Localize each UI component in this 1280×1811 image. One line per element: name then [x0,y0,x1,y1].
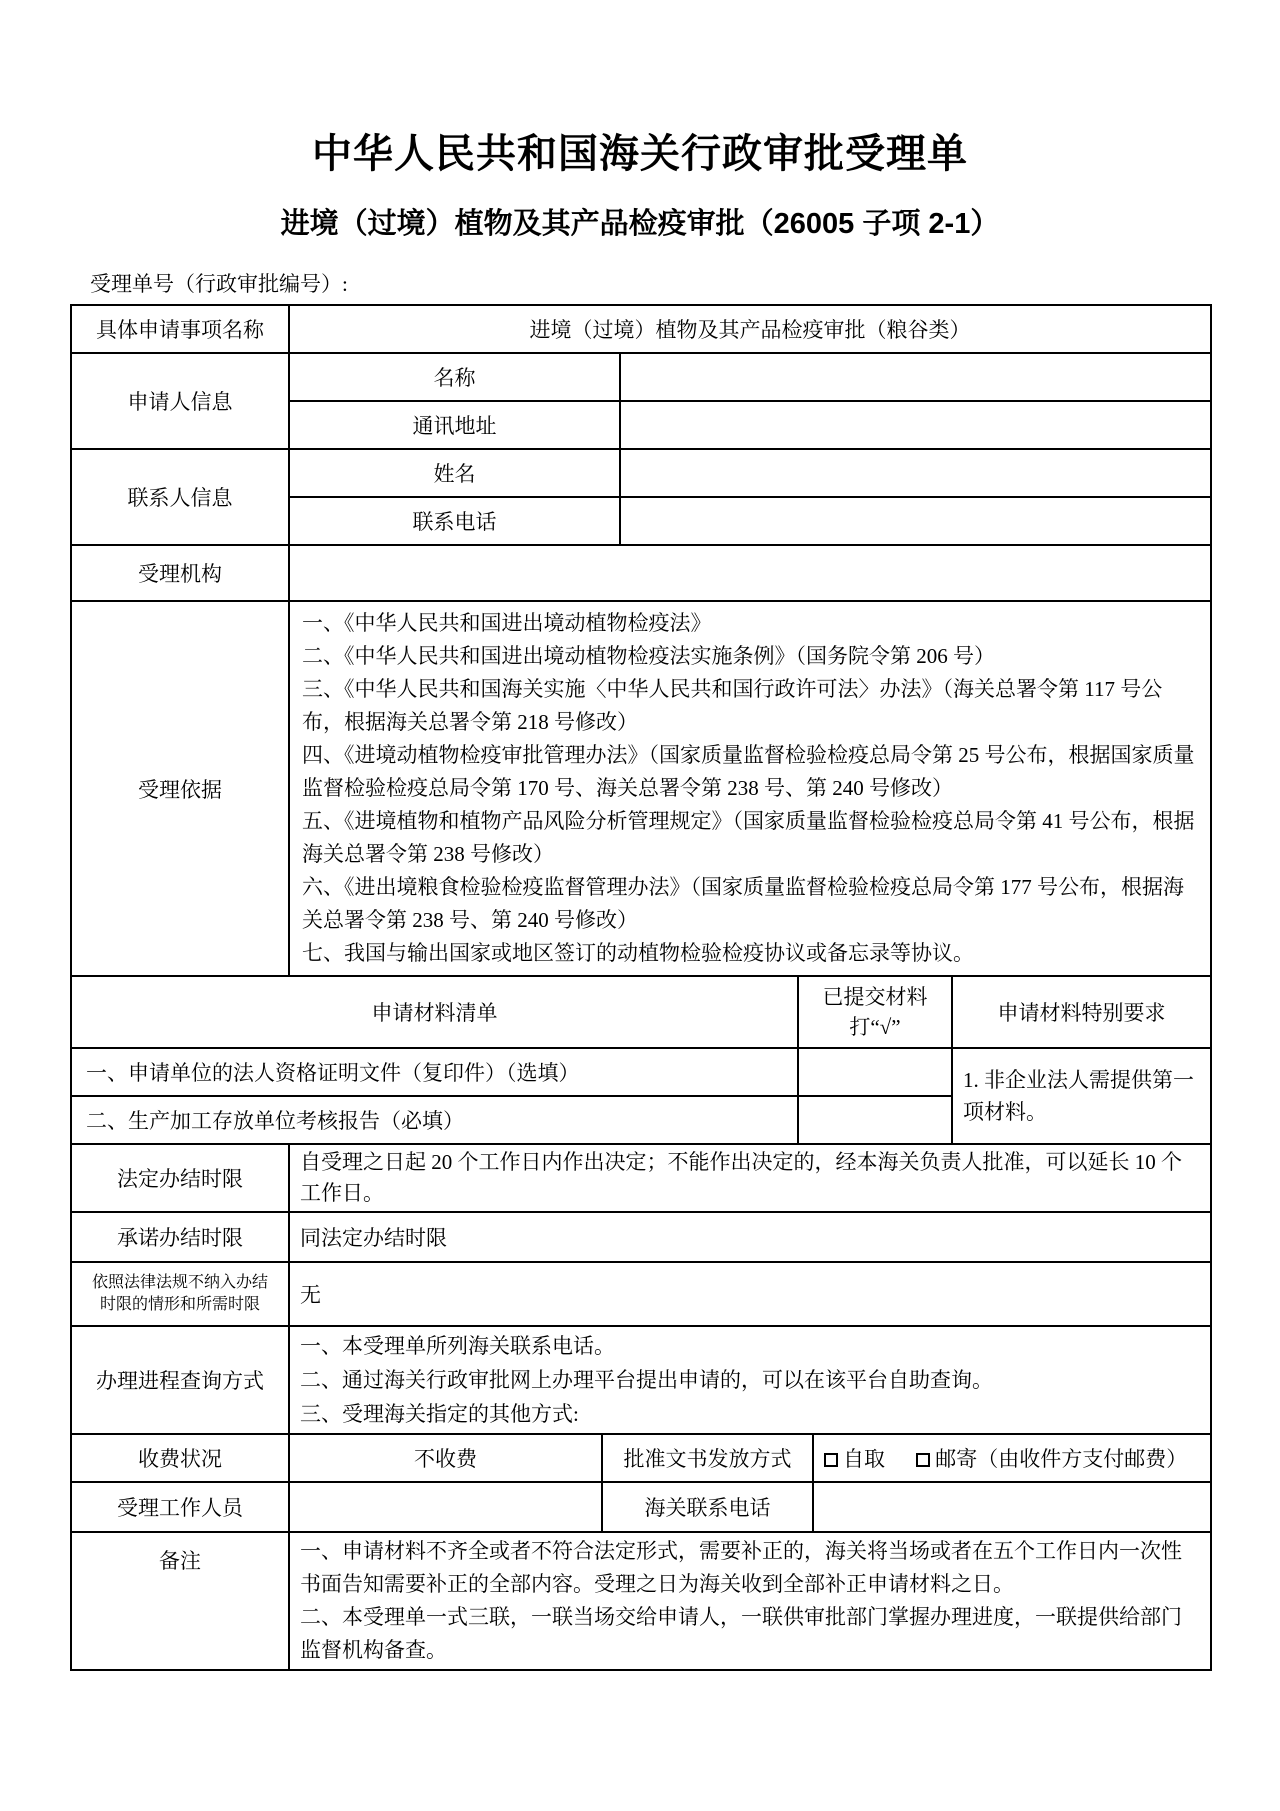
agency-value[interactable] [289,545,1211,601]
row-remarks [71,1532,1211,1670]
materials-submitted-header-line1: 已提交材料 [822,985,928,1009]
basis-label: 受理依据 [71,601,289,976]
delivery-option-self-pickup-label: 自取 [843,1447,885,1471]
basis-item: 二、《中华人民共和国进出境动植物检疫法实施条例》（国务院令第 206 号） [302,644,995,668]
delivery-method-label: 批准文书发放方式 [602,1434,813,1482]
material-2-name: 二、生产加工存放单位考核报告（必填） [71,1096,798,1144]
excluded-limit-label-line2: 时限的情形和所需时限 [99,1296,260,1313]
row-progress-query [71,1326,1211,1434]
material-1-submitted-cell[interactable] [798,1048,952,1096]
row-applicant-name [71,353,1211,401]
promised-limit-value: 同法定办结时限 [289,1212,1211,1262]
row-excluded-limit [71,1262,1211,1326]
materials-list-header: 申请材料清单 [71,976,798,1048]
basis-item: 四、《进境动植物检疫审批管理办法》（国家质量监督检验检疫总局令第 25 号公布，根据国家质量监督检验检疫总局令第 170 号、海关总署令第 238 号、第 240 号修改） [302,743,1195,800]
basis-item: 六、《进出境粮食检验检疫监督管理办法》（国家质量监督检验检疫总局令第 177 号公布，根据海关总署令第 238 号、第 240 号修改） [302,875,1184,932]
acceptance-number-label: 受理单号（行政审批编号）: [90,272,348,296]
fee-label: 收费状况 [71,1434,289,1482]
materials-submitted-header [798,976,952,1048]
remarks-item: 一、申请材料不齐全或者不符合法定形式，需要补正的，海关将当场或者在五个工作日内一次性书面告知需要补正的全部内容。受理之日为海关收到全部补正申请材料之日。 [300,1539,1182,1596]
material-2-submitted-cell[interactable] [798,1096,952,1144]
contact-name-label: 姓名 [289,449,620,497]
remarks-label: 备注 [71,1532,289,1670]
remarks-content [289,1532,1211,1670]
agency-label: 受理机构 [71,545,289,601]
fee-value: 不收费 [289,1434,602,1482]
contact-phone-label: 联系电话 [289,497,620,545]
document-subtitle: 进境（过境）植物及其产品检疫审批（26005 子项 2-1） [280,208,1000,240]
contact-group-label: 联系人信息 [71,449,289,545]
row-item-name [71,305,1211,353]
contact-name-value[interactable] [620,449,1211,497]
acceptance-number-value[interactable] [353,274,613,298]
applicant-name-value[interactable] [620,353,1211,401]
row-contact-name [71,449,1211,497]
checkbox-self-pickup-icon[interactable] [824,1453,838,1467]
applicant-address-label: 通讯地址 [289,401,620,449]
basis-content [289,601,1211,976]
row-statutory-limit [71,1144,1211,1212]
customs-phone-value[interactable] [813,1482,1211,1532]
progress-query-item: 三、受理海关指定的其他方式: [300,1402,579,1426]
acceptance-form-table [70,304,1212,1671]
checkbox-mail-icon[interactable] [916,1453,930,1467]
excluded-limit-label-line1: 依照法律法规不纳入办结 [91,1274,268,1291]
materials-special-header: 申请材料特别要求 [952,976,1211,1048]
progress-query-item: 一、本受理单所列海关联系电话。 [300,1334,615,1358]
acceptance-number-line [90,270,613,298]
row-promised-limit [71,1212,1211,1262]
statutory-limit-value: 自受理之日起 20 个工作日内作出决定；不能作出决定的，经本海关负责人批准，可以延长 10 个工作日。 [289,1144,1211,1212]
delivery-option-mail [916,1447,1187,1471]
basis-item: 一、《中华人民共和国进出境动植物检疫法》 [302,611,712,635]
remarks-item: 二、本受理单一式三联，一联当场交给申请人，一联供审批部门掌握办理进度，一联提供给部门监督机构备查。 [300,1605,1182,1662]
statutory-limit-label: 法定办结时限 [71,1144,289,1212]
applicant-group-label: 申请人信息 [71,353,289,449]
progress-query-item: 二、通过海关行政审批网上办理平台提出申请的，可以在该平台自助查询。 [300,1368,993,1392]
excluded-limit-label [71,1262,289,1326]
applicant-name-label: 名称 [289,353,620,401]
row-basis [71,601,1211,976]
basis-item: 三、《中华人民共和国海关实施〈中华人民共和国行政许可法〉办法》（海关总署令第 117 号公布，根据海关总署令第 218 号修改） [302,677,1163,734]
staff-value[interactable] [289,1482,602,1532]
row-agency [71,545,1211,601]
excluded-limit-value: 无 [289,1262,1211,1326]
staff-label: 受理工作人员 [71,1482,289,1532]
progress-query-content [289,1326,1211,1434]
promised-limit-label: 承诺办结时限 [71,1212,289,1262]
materials-submitted-header-line2: 打“√” [849,1015,901,1039]
material-1-name: 一、申请单位的法人资格证明文件（复印件）（选填） [71,1048,798,1096]
item-name-value: 进境（过境）植物及其产品检疫审批（粮谷类） [289,305,1211,353]
document-title: 中华人民共和国海关行政审批受理单 [312,132,968,176]
delivery-options-cell [813,1434,1211,1482]
applicant-address-value[interactable] [620,401,1211,449]
progress-query-label: 办理进程查询方式 [71,1326,289,1434]
row-fee-delivery [71,1434,1211,1482]
materials-special-note: 1. 非企业法人需提供第一项材料。 [952,1048,1211,1144]
delivery-option-self-pickup [824,1447,890,1471]
basis-item: 五、《进境植物和植物产品风险分析管理规定》（国家质量监督检验检疫总局令第 41 号公布，根据海关总署令第 238 号修改） [302,809,1195,866]
basis-item: 七、我国与输出国家或地区签订的动植物检验检疫协议或备忘录等协议。 [302,941,974,965]
row-materials-header [71,976,1211,1048]
item-name-label: 具体申请事项名称 [71,305,289,353]
customs-phone-label: 海关联系电话 [602,1482,813,1532]
delivery-option-mail-label: 邮寄（由收件方支付邮费） [935,1447,1188,1471]
row-material-1 [71,1048,1211,1096]
contact-phone-value[interactable] [620,497,1211,545]
row-staff-phone [71,1482,1211,1532]
